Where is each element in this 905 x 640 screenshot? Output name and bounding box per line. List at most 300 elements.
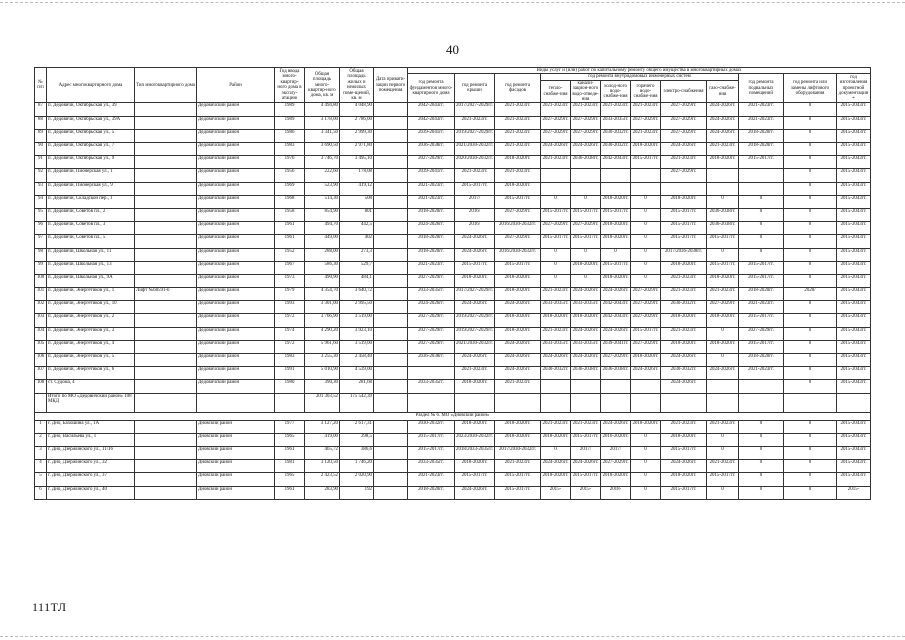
cell-addr: г. Дно, Бахошина ул., 1А (47, 420, 135, 433)
cell-priv (374, 222, 408, 235)
cell-design: 2015-2043гг. (837, 169, 871, 182)
cell-gas: 2018-2020гг. (707, 340, 739, 353)
cell-design: 2015-2043гг. (837, 182, 871, 195)
cell-sewer: 2027-2029гг. (571, 116, 601, 129)
cell-priv (374, 169, 408, 182)
cell-hot: 0 (631, 261, 661, 274)
cell-type (135, 235, 197, 248)
cell-total: 4 354,70 (305, 288, 340, 301)
cell-gas: 0 (707, 248, 739, 261)
cell-living: 529,7 (340, 261, 374, 274)
cell-found: 2027-2029гг. (408, 156, 455, 169)
cell-n: 108 (35, 380, 47, 393)
cell-year: 1956 (275, 169, 305, 182)
cell-priv (374, 235, 408, 248)
cell-design: 2015-2043гг. (837, 248, 871, 261)
cell-district: Дедовичский район (197, 143, 275, 156)
cell-total: 4 494,80 (305, 103, 340, 116)
cell-addr: г. Дно, Дзержинского ул., 37 (47, 473, 135, 486)
cell-elev: 0 (784, 116, 837, 129)
cell-hot (631, 380, 661, 393)
cell-base: 2015-2017гг. (739, 261, 784, 274)
cell-elev: 0 (784, 460, 837, 473)
cell-cold: 2033-2035гг. (601, 116, 631, 129)
cell-living: 402 (340, 235, 374, 248)
cell-total: 490,90 (305, 274, 340, 287)
cell-n: 106 (35, 354, 47, 367)
cell-elec: 2024-2026гг. (661, 380, 707, 393)
cell-facade: 2018-2020гг. (495, 420, 541, 433)
cell-priv (374, 420, 408, 433)
cell-heat: 2024-2026гг. (541, 354, 571, 367)
cell-living: 419,12 (340, 182, 374, 195)
cell-facade: 2027-2029гг. (495, 235, 541, 248)
cell-base: 0 (739, 433, 784, 446)
cell-addr: п. Дедовичи, Энергетиков ул., 10 (47, 301, 135, 314)
cell-living: 484,1 (340, 274, 374, 287)
cell-addr: п. Дедовичи, Пионерская ул., 1 (47, 169, 135, 182)
cell-district: Дедовичский район (197, 367, 275, 380)
table-row (35, 169, 871, 182)
cell-base: 0 (739, 235, 784, 248)
cell-total: 3 127,20 (305, 420, 340, 433)
header-year: Год ввода много-квартир-ного дома в эксплу-атацию (275, 68, 305, 103)
cell-sewer: 2015-2017гг. (571, 208, 601, 221)
cell-living: 2 020,90 (340, 473, 374, 486)
cell-facade: 2018-2020гг. (495, 327, 541, 340)
cell-elec: 2021-2023гг. (661, 274, 707, 287)
table-row (35, 248, 871, 261)
cell-addr: п. Дедовичи, Октябрьская ул., 39 (47, 103, 135, 116)
cell-elev: 0 (784, 354, 837, 367)
cell-gas: 2024-2026гг. (707, 367, 739, 380)
cell-n: 103 (35, 314, 47, 327)
cell-gas: 2021-2023гг. (707, 420, 739, 433)
cell-n: 97 (35, 235, 47, 248)
cell-elev: 0 (784, 327, 837, 340)
cell-priv (374, 446, 408, 459)
cell-hot: 2027-2029гг. (631, 340, 661, 353)
cell-type (135, 340, 197, 353)
cell-total: 419,00 (305, 433, 340, 446)
table-body-dno (35, 420, 871, 499)
cell-n: 5 (35, 473, 47, 486)
header-gas: газо-снабже-ния (707, 80, 739, 103)
cell-elev: 0 (784, 340, 837, 353)
cell-year: 1969 (275, 182, 305, 195)
cell-base: 2018-2020гг. (739, 354, 784, 367)
cell-found: 2024-2026гг. (408, 301, 455, 314)
cell-gas: 2018-2020гг. (707, 156, 739, 169)
cell-district: Дедовичский район (197, 129, 275, 142)
cell-sewer: 2024-2026гг. (571, 460, 601, 473)
header-sewer: канали-зацион-ного водо-отведе-ния (572, 80, 599, 103)
cell-n: 107 (35, 367, 47, 380)
cell-found: 2042-2043гг. (408, 103, 455, 116)
cell-roof: 2024-2026гг. (455, 486, 495, 499)
cell-cold: 2030-2032гг. (601, 129, 631, 142)
cell-priv (374, 327, 408, 340)
cell-hot: 0 (631, 248, 661, 261)
cell-district: Дедовичский район (197, 235, 275, 248)
cell-roof: 2023/2030-2032гг. (455, 433, 495, 446)
cell-found: 2015-2017гг. (408, 433, 455, 446)
cell-sewer: 2017/ (571, 446, 601, 459)
cell-year: 1986 (275, 129, 305, 142)
cell-design: 2015-2043гг. (837, 288, 871, 301)
cell-addr: п. Дедовичи, Школьная ул., 13 (47, 261, 135, 274)
cell-n: 101 (35, 288, 47, 301)
cell-found: 2018-2020гг. (408, 486, 455, 499)
section-title: Раздел № 6. МО «Дновский район» (35, 412, 871, 420)
cell-hot: 2027-2029гг. (631, 314, 661, 327)
cell-n: 95 (35, 208, 47, 221)
table-row (35, 327, 871, 340)
cell-gas: 2024-2026гг. (707, 103, 739, 116)
cell-hot: 2015-2017гг. (631, 156, 661, 169)
cell-sewer: 2036-2038гг. (571, 367, 601, 380)
header-total-area: Общая площадь много-квартир-ного дома, кв. м (305, 68, 340, 103)
cell-cold: 2027-2029гг. (601, 460, 631, 473)
cell-heat: 2030-2032гг. (541, 367, 571, 380)
cell-base (739, 182, 784, 195)
cell-cold: 2018-2020гг. (601, 195, 631, 208)
cell-sewer: 0 (571, 248, 601, 261)
cell-base (739, 169, 784, 182)
cell-gas: 2018-2020гг. (707, 314, 739, 327)
cell-total: 523,90 (305, 182, 340, 195)
cell-heat (541, 169, 571, 182)
cell-cold: 2027-2029гг. (601, 354, 631, 367)
cell-roof: 2021/2030-2032гг. (455, 340, 495, 353)
cell-addr: г. Дно, Дзержинского ул., 32 (47, 460, 135, 473)
cell-priv (374, 340, 408, 353)
cell-base: 2021-2023гг. (739, 116, 784, 129)
cell-design: 2015-2043гг. (837, 367, 871, 380)
cell-gas: 2021-2023гг. (707, 288, 739, 301)
cell-district: Дедовичский район (197, 314, 275, 327)
cell-hot: 2018-2020гг. (631, 354, 661, 367)
cell-district: Дедовичский район (197, 261, 275, 274)
cell-addr: п. Дедовичи, Энергетиков ул., 4 (47, 340, 135, 353)
cell-addr: п. Дедовичи, Октябрьская ул., 9 (47, 156, 135, 169)
cell-living: 298,5 (340, 433, 374, 446)
cell-year: 1961 (275, 222, 305, 235)
cell-hot: 2024-2026гг. (631, 367, 661, 380)
cell-living: 2 786,00 (340, 116, 374, 129)
cell-elev: 0 (784, 261, 837, 274)
cell-found: 2039-2041гг. (408, 169, 455, 182)
cell-cold: 2015-2017гг. (601, 208, 631, 221)
cell-type (135, 222, 197, 235)
cell-living: 801 (340, 208, 374, 221)
cell-cold: 2016-2020гг. (601, 433, 631, 446)
cell-base (739, 380, 784, 393)
cell-district: Дедовичский район (197, 169, 275, 182)
total-area-sum: 201 303,52 (305, 393, 340, 412)
cell-roof: 2015-2017гг. (455, 261, 495, 274)
cell-elev: 0 (784, 235, 837, 248)
cell-year: 1981 (275, 460, 305, 473)
cell-total: 3 255,30 (305, 354, 340, 367)
cell-total: 465,72 (305, 446, 340, 459)
cell-district: Дновский район (197, 420, 275, 433)
table-row (35, 446, 871, 459)
cell-living: 3 519,00 (340, 314, 374, 327)
cell-found: 2018-2020гг. (408, 235, 455, 248)
living-area-sum: 175 542,39 (340, 393, 374, 412)
table-row (35, 235, 871, 248)
cell-facade: 2021-2023гг. (495, 460, 541, 473)
cell-year: 1972 (275, 314, 305, 327)
cell-cold: 2018-2020гг. (601, 222, 631, 235)
cell-district: Дедовичский район (197, 208, 275, 221)
header-address: Адрес многоквартирного дома (47, 68, 135, 103)
cell-facade: 2024-2026гг. (495, 354, 541, 367)
cell-sewer (571, 182, 601, 195)
cell-elev: 0 (784, 156, 837, 169)
cell-facade: 2021-2023гг. (495, 103, 541, 116)
cell-design: 2015-2043гг. (837, 129, 871, 142)
cell-living: 3 923,10 (340, 327, 374, 340)
cell-design: 2015-2043гг. (837, 340, 871, 353)
cell-priv (374, 354, 408, 367)
table-row (35, 314, 871, 327)
cell-sewer: 2021-2023гг. (571, 420, 601, 433)
cell-total: 2 423,52 (305, 473, 340, 486)
cell-type (135, 182, 197, 195)
cell-type (135, 367, 197, 380)
cell-found: 2021-2023гг. (408, 182, 455, 195)
cell-cold: 2039-2041гг. (601, 340, 631, 353)
cell-found: 2015-2017гг. (408, 446, 455, 459)
cell-heat (541, 182, 571, 195)
cell-base: 2018-2020гг. (739, 288, 784, 301)
cell-facade: 2021-2023гг. (495, 143, 541, 156)
header-design: год изготовления проектной документации* (837, 74, 871, 103)
cell-found: 2021-2023гг. (408, 261, 455, 274)
cell-elec: 2018-2020гг. (661, 195, 707, 208)
cell-heat: 0 (541, 274, 571, 287)
cell-hot: 0 (631, 446, 661, 459)
cell-design: 2015-2043гг. (837, 143, 871, 156)
cell-gas: 2021-2023гг. (707, 143, 739, 156)
cell-elec: 2027-2029гг. (661, 103, 707, 116)
cell-roof: 2020/2030-2032гг. (455, 156, 495, 169)
cell-district: Дедовичский район (197, 274, 275, 287)
cell-elev: 0 (784, 143, 837, 156)
cell-total: 449,00 (305, 235, 340, 248)
cell-total: 222,60 (305, 169, 340, 182)
cell-heat: 2015-2017гг. (541, 235, 571, 248)
cell-elec: 2018-2020гг. (661, 261, 707, 274)
cell-gas: 2018-2020гг. (707, 274, 739, 287)
cell-heat: 0 (541, 446, 571, 459)
header-living-area: Общая площадь жилых и нежилых поме-щений, кв. м (340, 68, 374, 103)
cell-addr: г. Дно, Васильева ул., 1 (47, 433, 135, 446)
cell-year: 1989 (275, 116, 305, 129)
cell-elev: 0 (784, 103, 837, 116)
cell-design: 2015-2043гг. (837, 195, 871, 208)
cell-living: 281,68 (340, 380, 374, 393)
cell-design: 2015-2043гг. (837, 314, 871, 327)
cell-found: 2033-2035гг. (408, 380, 455, 393)
cell-type (135, 103, 197, 116)
cell-addr: п. Дедовичи, Советов пл., 5 (47, 235, 135, 248)
table-row (35, 129, 871, 142)
table-row (35, 274, 871, 287)
cell-sewer: 2033-2035гг. (571, 301, 601, 314)
cell-hot: 0 (631, 195, 661, 208)
cell-base: 2018-2020гг. (739, 143, 784, 156)
cell-base: 0 (739, 208, 784, 221)
cell-living: 273,3 (340, 248, 374, 261)
cell-base: 0 (739, 222, 784, 235)
cell-addr: п. Дедовичи, Школьная ул., 11 (47, 248, 135, 261)
cell-hot: 2021-2023гг. (631, 103, 661, 116)
cell-design: 2015-2043гг. (837, 473, 871, 486)
cell-facade: 2017/2030-2032гг. (495, 446, 541, 459)
cell-gas: 0 (707, 446, 739, 459)
cell-year: 1967 (275, 261, 305, 274)
cell-design: 2015-2043гг. (837, 380, 871, 393)
cell-facade: 2015-2017гг. (495, 195, 541, 208)
cell-n: 2 (35, 433, 47, 446)
cell-district: Дновский район (197, 433, 275, 446)
cell-sewer: 2024-2026гг. (571, 143, 601, 156)
cell-cold: 2018-2020гг. (601, 235, 631, 248)
cell-hot: 2021-2023гг. (631, 129, 661, 142)
table-row (35, 354, 871, 367)
cell-n: 4 (35, 460, 47, 473)
cell-hot (631, 182, 661, 195)
cell-roof: 2024-2026гг. (455, 235, 495, 248)
cell-n: 100 (35, 274, 47, 287)
cell-total: 288,00 (305, 248, 340, 261)
cell-total: 3 120,50 (305, 460, 340, 473)
cell-heat: 2027-2029гг. (541, 116, 571, 129)
header-foundation: год ремонта фундаментов много-квартирного дома (408, 74, 455, 103)
cell-cold: 2024-2026гг. (601, 288, 631, 301)
cell-gas: 2015-2017гг. (707, 473, 739, 486)
cell-priv (374, 314, 408, 327)
cell-roof: 2019/2027-2029гг. (455, 129, 495, 142)
header-district: Район (197, 68, 275, 103)
cell-base: 2015-2017гг. (739, 314, 784, 327)
cell-district: Дедовичский район (197, 222, 275, 235)
cell-district: Дновский район (197, 473, 275, 486)
cell-found: 2036-2038гг. (408, 354, 455, 367)
cell-design: 2015-2043гг. (837, 156, 871, 169)
cell-year: 1989 (275, 103, 305, 116)
cell-priv (374, 473, 408, 486)
cell-elev: 0 (784, 486, 837, 499)
cell-elec: 2018-2020гг. (661, 314, 707, 327)
header-type: Тип многоквартирного дома (135, 68, 197, 103)
cell-hot: 2018-2020гг. (631, 420, 661, 433)
cell-n: 104 (35, 327, 47, 340)
cell-heat: 2027-2029гг. (541, 129, 571, 142)
cell-facade: 2015-2017гг. (495, 486, 541, 499)
cell-design: 2015-2043гг. (837, 301, 871, 314)
cell-total: 3 301,00 (305, 301, 340, 314)
cell-gas: 2027-2029гг. (707, 301, 739, 314)
header-num: № п/п (35, 68, 47, 103)
cell-addr: ст. Судома, 4 (47, 380, 135, 393)
cell-district: Дедовичский район (197, 248, 275, 261)
header-systems-group: год ремонта внутридомовых инженерных систем (541, 74, 739, 80)
cell-elec: 2015-2017гг. (661, 446, 707, 459)
cell-addr: п. Дедовичи, Энергетиков ул., 5 (47, 354, 135, 367)
cell-sewer: 2015-2017гг. (571, 235, 601, 248)
cell-facade: 2027-2029гг. (495, 208, 541, 221)
cell-district: Дедовичский район (197, 195, 275, 208)
table-row (35, 288, 871, 301)
cell-design: 2015-2043гг. (837, 208, 871, 221)
cell-elev: 0 (784, 274, 837, 287)
cell-n: 87 (35, 103, 47, 116)
cell-cold: 2042-2043гг. (601, 156, 631, 169)
cell-cold: 2036-2038гг. (601, 367, 631, 380)
cell-hot: 2027-2029гг. (631, 288, 661, 301)
cell-heat: 0 (541, 248, 571, 261)
cell-facade: 2018-2020гг. (495, 314, 541, 327)
cell-type (135, 327, 197, 340)
cell-type (135, 261, 197, 274)
cell-living: 2 995,50 (340, 301, 374, 314)
cell-total: 854,90 (305, 208, 340, 221)
cell-hot: 0 (631, 460, 661, 473)
cell-hot: 0 (631, 208, 661, 221)
cell-district: Дедовичский район (197, 340, 275, 353)
cell-year: 1968 (275, 195, 305, 208)
cell-cold: 2042-2043гг. (601, 301, 631, 314)
cell-heat: 2021-2023гг. (541, 327, 571, 340)
cell-type (135, 208, 197, 221)
header-privatization: Дата привати-зации первого помещения (374, 68, 408, 103)
table-row (35, 156, 871, 169)
footer-mark: 111ТЛ (32, 600, 67, 614)
cell-living: 2 999,30 (340, 129, 374, 142)
cell-year: 1974 (275, 327, 305, 340)
cell-priv (374, 116, 408, 129)
cell-year: 1983 (275, 354, 305, 367)
cell-total: 3 746,70 (305, 156, 340, 169)
cell-addr: г. Дно, Дзержинского ул., 11/16 (47, 446, 135, 459)
header-hot-water: горячего водо-снабже-ния (631, 80, 661, 103)
cell-n: 96 (35, 222, 47, 235)
cell-roof: 2018-2020гг. (455, 460, 495, 473)
cell-heat: 2021-2023гг. (541, 103, 571, 116)
cell-sewer: 2027-2029гг. (571, 129, 601, 142)
cell-elec: 2021-2023гг. (661, 327, 707, 340)
cell-found: 2027-2029гг. (408, 314, 455, 327)
cell-sewer: 2018-2020гг. (571, 261, 601, 274)
cell-type (135, 473, 197, 486)
cell-facade: 2015-2017гг. (495, 261, 541, 274)
cell-elec: 2015-2017гг. (661, 235, 707, 248)
cell-addr: п. Дедовичи, Советов пл., 3 (47, 222, 135, 235)
cell-roof: 2015-2017гг. (455, 182, 495, 195)
cell-elec: 2015-2017гг. (661, 486, 707, 499)
cell-roof: 2015-2017гг. (455, 473, 495, 486)
header-electric: электро-снабжения (661, 80, 707, 103)
cell-gas (707, 169, 739, 182)
cell-facade: 2021-2023гг. (495, 116, 541, 129)
cell-facade: 2024-2026гг. (495, 301, 541, 314)
cell-hot: 0 (631, 274, 661, 287)
cell-sewer: 0 (571, 195, 601, 208)
